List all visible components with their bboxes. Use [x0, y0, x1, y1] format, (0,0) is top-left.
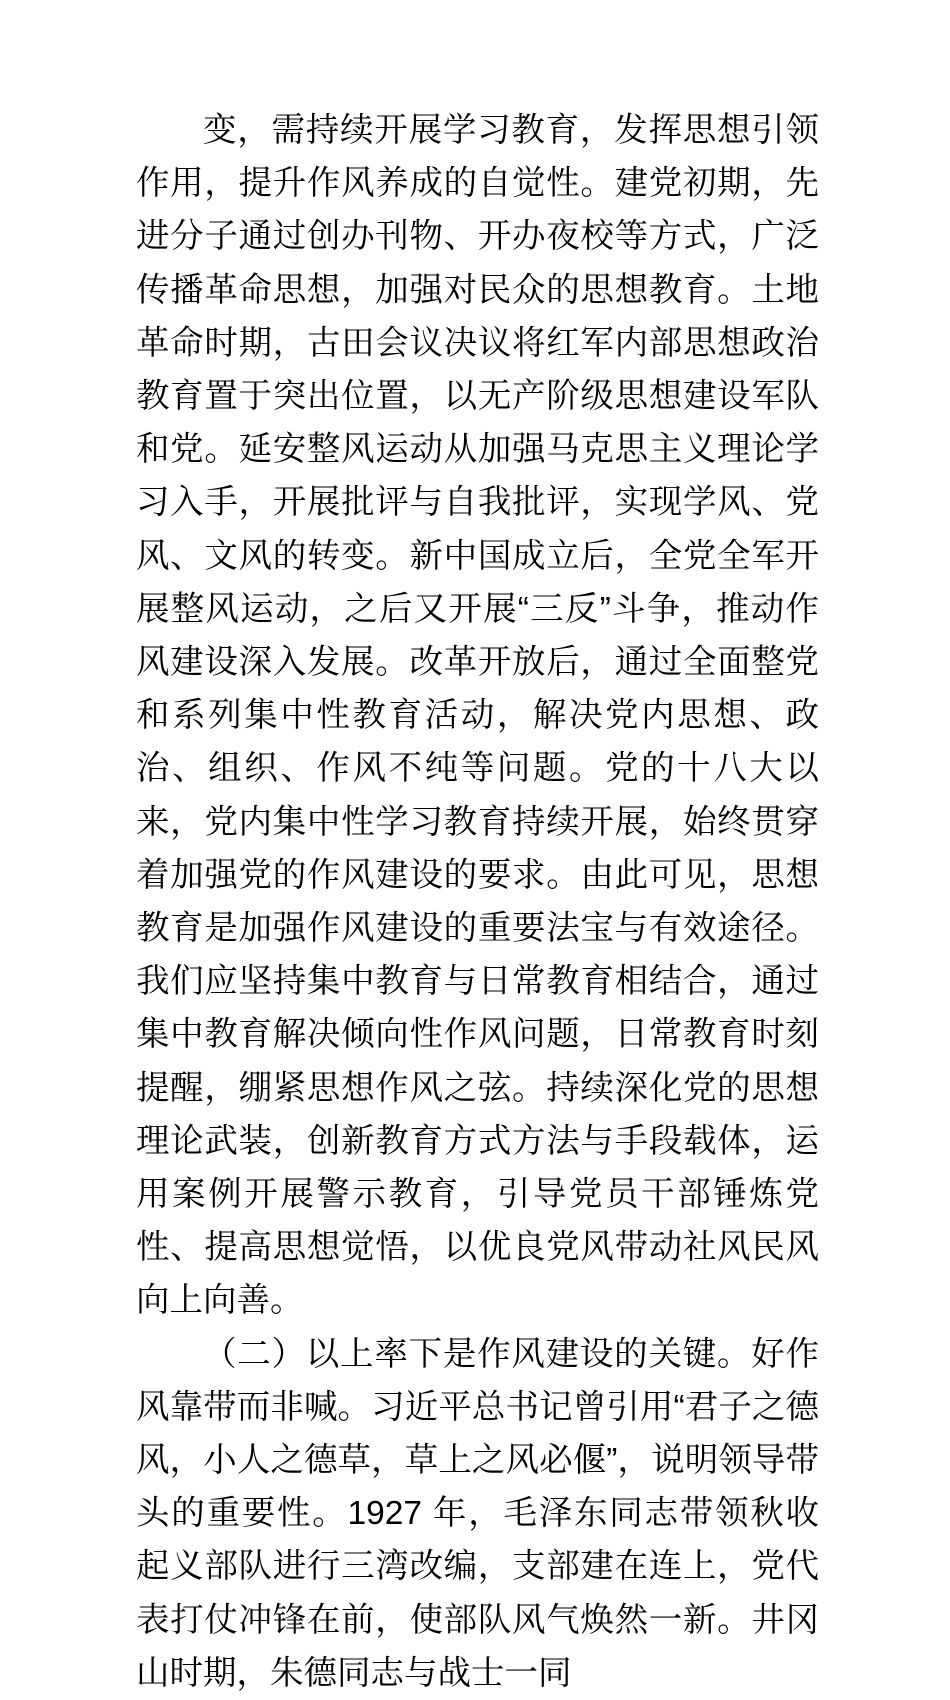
document-text-body [136, 104, 819, 1700]
paragraph-continuation: 变，需持续开展学习教育，发挥思想引领作用，提升作风养成的自觉性。建党初期，先进分子通过创办刊物、开办夜校等方式，广泛传播革命思想，加强对民众的思想教育。土地革命时期，古田会议决议将红军内部思想政治教育置于突出位置，以无产阶级思想建设军队和党。延安整风运动从加强马克思主义理论学习入手，开展批评与自我批评，实现学风、党风、文风的转变。新中国成立后，全党全军开展整风运动，之后又开展“三反”斗争，推动作风建设深入发展。改革开放后，通过全面整党和系列集中性教育活动，解决党内思想、政治、组织、作风不纯等问题。党的十八大以来，党内集中性学习教育持续开展，始终贯穿着加强党的作风建设的要求。由此可见，思想教育是加强作风建设的重要法宝与有效途径。我们应坚持集中教育与日常教育相结合，通过集中教育解决倾向性作风问题，日常教育时刻提醒，绷紧思想作风之弦。持续深化党的思想理论武装，创新教育方式方法与手段载体，运用案例开展警示教育，引导党员干部锤炼党性、提高思想觉悟，以优良党风带动社风民风向上向善。 [136, 112, 819, 1320]
paragraph-section-two: （二）以上率下是作风建设的关键。好作风靠带而非喊。习近平总书记曾引用“君子之德风，小人之德草，草上之风必偃”，说明领导带头的重要性。1927 年，毛泽东同志带领秋收起义部队进行三湾改编，支部建在连上，党代表打仗冲锋在前，使部队风气焕然一新。井冈山时期，朱德同志与战士一同 [136, 1335, 819, 1692]
